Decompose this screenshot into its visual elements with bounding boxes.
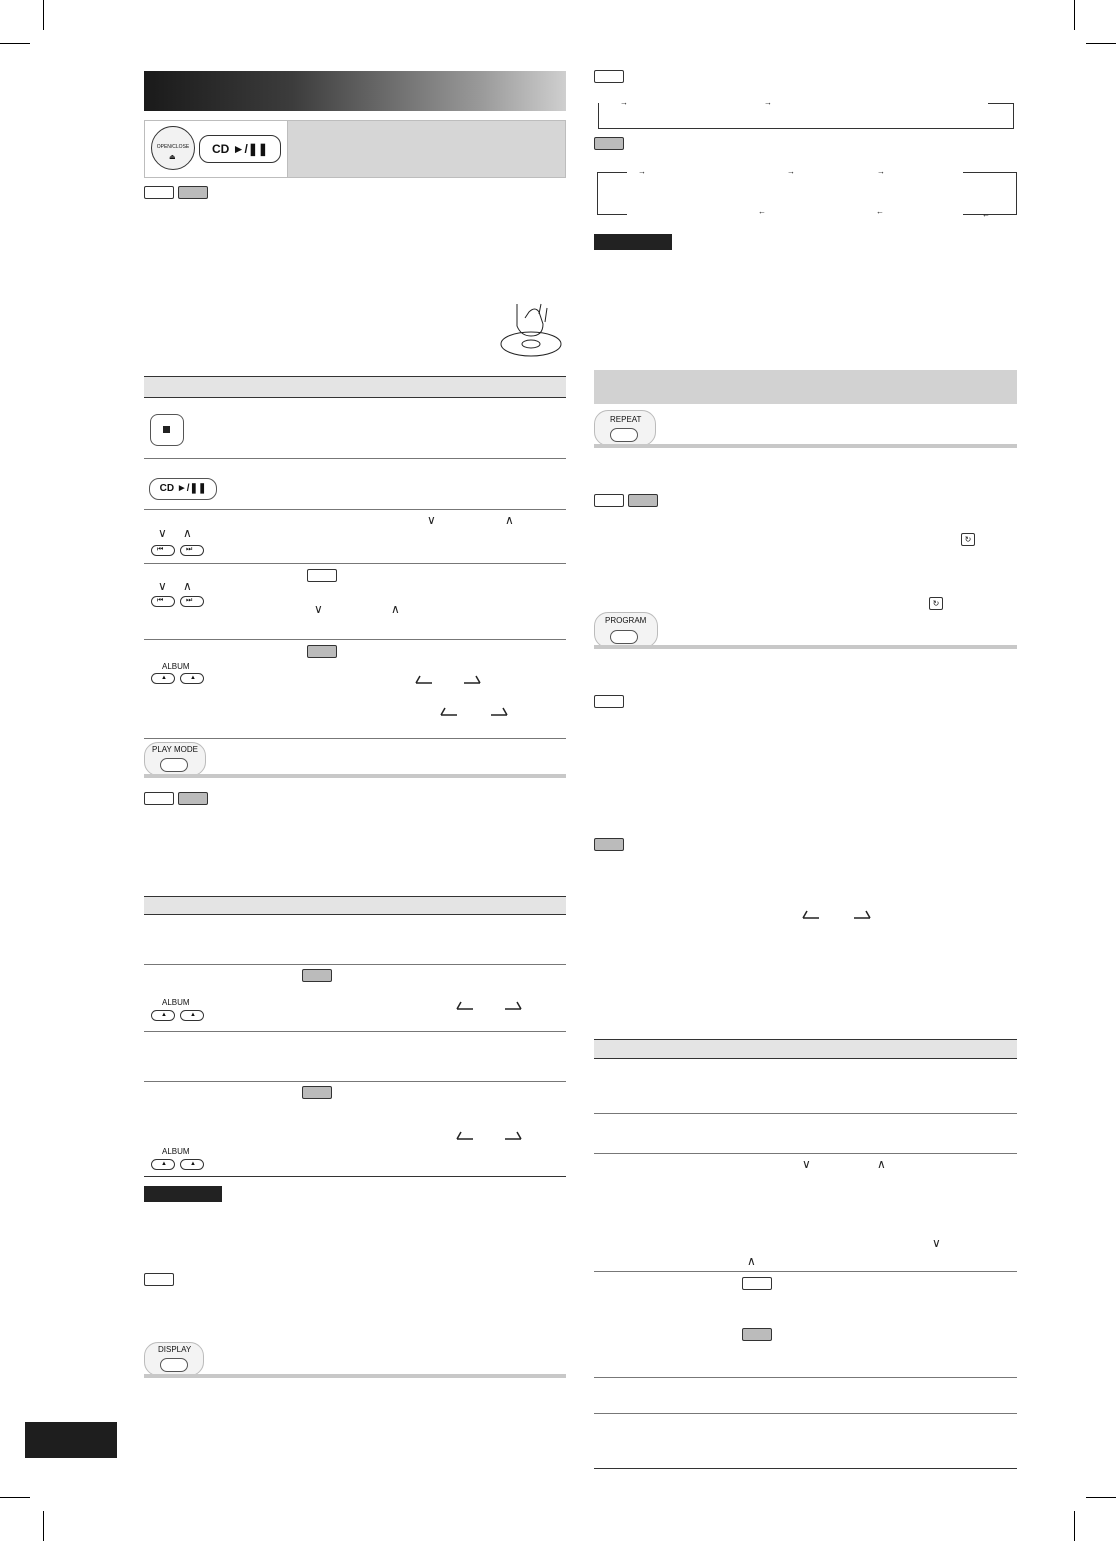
arrow-forward-icon — [489, 706, 509, 716]
table-header — [594, 1039, 1017, 1059]
crop-mark — [1086, 1497, 1116, 1498]
row-divider — [144, 738, 566, 739]
row-divider — [144, 563, 566, 564]
note-label — [144, 1186, 222, 1202]
repeat-indicator-icon: ↻ — [961, 533, 975, 546]
chevron-up-icon: ∧ — [747, 1254, 756, 1268]
chevron-down-icon: ∨ — [158, 579, 167, 593]
program-label: PROGRAM — [605, 616, 647, 625]
table-bottom-rule — [594, 1468, 1017, 1469]
disc-tag — [302, 1086, 332, 1099]
row-divider — [144, 509, 566, 510]
album-down-icon: ▲ — [161, 1161, 167, 1167]
chevron-up-icon: ∧ — [183, 526, 192, 540]
disc-tag — [742, 1328, 772, 1341]
row-divider — [594, 1113, 1017, 1114]
arrow-forward-icon — [503, 1130, 523, 1140]
arrow-back-icon — [439, 706, 459, 716]
chevron-down-icon: ∨ — [158, 526, 167, 540]
flow-arrow-icon: ← — [758, 207, 766, 216]
arrow-forward-icon — [852, 909, 872, 919]
album-down-button[interactable] — [151, 1159, 175, 1170]
album-down-icon: ▲ — [161, 1012, 167, 1018]
flow-arrow-icon: → — [764, 98, 772, 107]
intro-buttons — [145, 121, 288, 177]
row-divider — [594, 1153, 1017, 1154]
chevron-up-icon: ∧ — [877, 1157, 886, 1171]
sequence-flow-left — [597, 172, 627, 215]
eject-icon: ⏏ — [169, 154, 176, 161]
repeat-label: REPEAT — [610, 415, 642, 424]
flow-top-line — [988, 103, 1014, 104]
skip-forward-icon: ⏭ — [186, 546, 193, 553]
stop-icon — [163, 426, 170, 433]
skip-back-button[interactable] — [151, 545, 175, 556]
album-down-button[interactable] — [151, 1010, 175, 1021]
crop-mark — [1074, 0, 1075, 30]
display-button[interactable] — [160, 1358, 188, 1372]
cd-play-pause-button[interactable] — [149, 478, 217, 500]
disc-tag — [307, 645, 337, 658]
cd-play-pause-label: CD ►/❚❚ — [159, 483, 207, 494]
disc-tag — [742, 1277, 772, 1290]
disc-tag — [178, 792, 208, 805]
crop-mark — [1074, 1511, 1075, 1541]
cd-handling-illustration — [495, 302, 567, 362]
section-divider — [594, 645, 1017, 649]
crop-mark — [0, 43, 30, 44]
open-close-button[interactable] — [151, 126, 195, 170]
play-mode-label: PLAY MODE — [152, 745, 198, 754]
row-divider — [144, 1031, 566, 1032]
album-up-button[interactable] — [180, 673, 204, 684]
disc-tag — [144, 186, 174, 199]
row-divider — [144, 1081, 566, 1082]
crop-mark — [0, 1497, 30, 1498]
album-down-icon: ▲ — [161, 675, 167, 681]
chevron-down-icon: ∨ — [802, 1157, 811, 1171]
disc-tag — [178, 186, 208, 199]
disc-tag — [307, 569, 337, 582]
cd-play-pause-button[interactable] — [199, 135, 281, 163]
flow-arrow-icon: → — [620, 98, 628, 107]
display-label: DISPLAY — [158, 1345, 192, 1354]
table-header — [144, 896, 566, 915]
arrow-back-icon — [414, 674, 434, 684]
table-header — [144, 376, 566, 398]
album-up-button[interactable] — [180, 1159, 204, 1170]
play-mode-button[interactable] — [160, 758, 188, 772]
album-up-icon: ▲ — [190, 1012, 196, 1018]
section-divider — [144, 1374, 566, 1378]
arrow-back-icon — [455, 1130, 475, 1140]
row-divider — [144, 458, 566, 459]
intro-panel — [144, 120, 566, 178]
arrow-back-icon — [455, 1000, 475, 1010]
crop-mark — [43, 1511, 44, 1541]
arrow-forward-icon — [462, 674, 482, 684]
section-divider — [144, 774, 566, 778]
crop-mark — [1086, 43, 1116, 44]
table-bottom-rule — [144, 1176, 566, 1177]
disc-tag — [302, 969, 332, 982]
skip-back-icon: ⏮ — [157, 597, 164, 604]
album-label: ALBUM — [162, 998, 190, 1007]
chevron-up-icon: ∧ — [391, 602, 400, 616]
row-divider — [594, 1271, 1017, 1272]
arrow-forward-icon — [503, 1000, 523, 1010]
album-up-icon: ▲ — [190, 1161, 196, 1167]
disc-tag — [144, 1273, 174, 1286]
disc-tag — [594, 137, 624, 150]
section-divider — [594, 444, 1017, 448]
row-divider — [144, 639, 566, 640]
flow-arrow-icon: → — [877, 167, 885, 176]
sequence-flow-right — [963, 172, 1017, 215]
note-label — [594, 234, 672, 250]
skip-forward-icon: ⏭ — [186, 597, 193, 604]
album-label: ALBUM — [162, 1147, 190, 1156]
cd-play-pause-label: CD ►/❚❚ — [212, 142, 268, 156]
chevron-up-icon: ∧ — [183, 579, 192, 593]
repeat-indicator-icon: ↻ — [929, 597, 943, 610]
disc-tag — [144, 792, 174, 805]
page-tab — [25, 1422, 117, 1458]
flow-arrow-icon: → — [638, 167, 646, 176]
open-close-label: OPEN/CLOSE — [156, 144, 190, 150]
flow-arrow-icon: → — [787, 167, 795, 176]
program-button[interactable] — [610, 630, 638, 644]
skip-forward-button[interactable] — [180, 545, 204, 556]
album-up-button[interactable] — [180, 1010, 204, 1021]
album-down-button[interactable] — [151, 673, 175, 684]
chevron-down-icon: ∨ — [314, 602, 323, 616]
row-divider — [144, 964, 566, 965]
flow-arrow-icon: ← — [982, 210, 990, 219]
repeat-button[interactable] — [610, 428, 638, 442]
chevron-down-icon: ∨ — [932, 1236, 941, 1250]
chevron-down-icon: ∨ — [427, 513, 436, 527]
section-title-box — [594, 370, 1017, 404]
disc-tag — [594, 70, 624, 83]
sequence-flow — [598, 103, 1014, 129]
album-up-icon: ▲ — [190, 675, 196, 681]
disc-tag — [594, 494, 624, 507]
album-label: ALBUM — [162, 662, 190, 671]
skip-forward-button[interactable] — [180, 596, 204, 607]
chevron-up-icon: ∧ — [505, 513, 514, 527]
row-divider — [594, 1413, 1017, 1414]
arrow-back-icon — [801, 909, 821, 919]
skip-back-button[interactable] — [151, 596, 175, 607]
disc-tag — [628, 494, 658, 507]
crop-mark — [43, 0, 44, 30]
section-header-bar — [144, 71, 566, 111]
disc-tag — [594, 695, 624, 708]
flow-arrow-icon: ← — [876, 207, 884, 216]
disc-tag — [594, 838, 624, 851]
row-divider — [594, 1377, 1017, 1378]
skip-back-icon: ⏮ — [157, 546, 164, 553]
stop-button[interactable] — [150, 414, 184, 446]
